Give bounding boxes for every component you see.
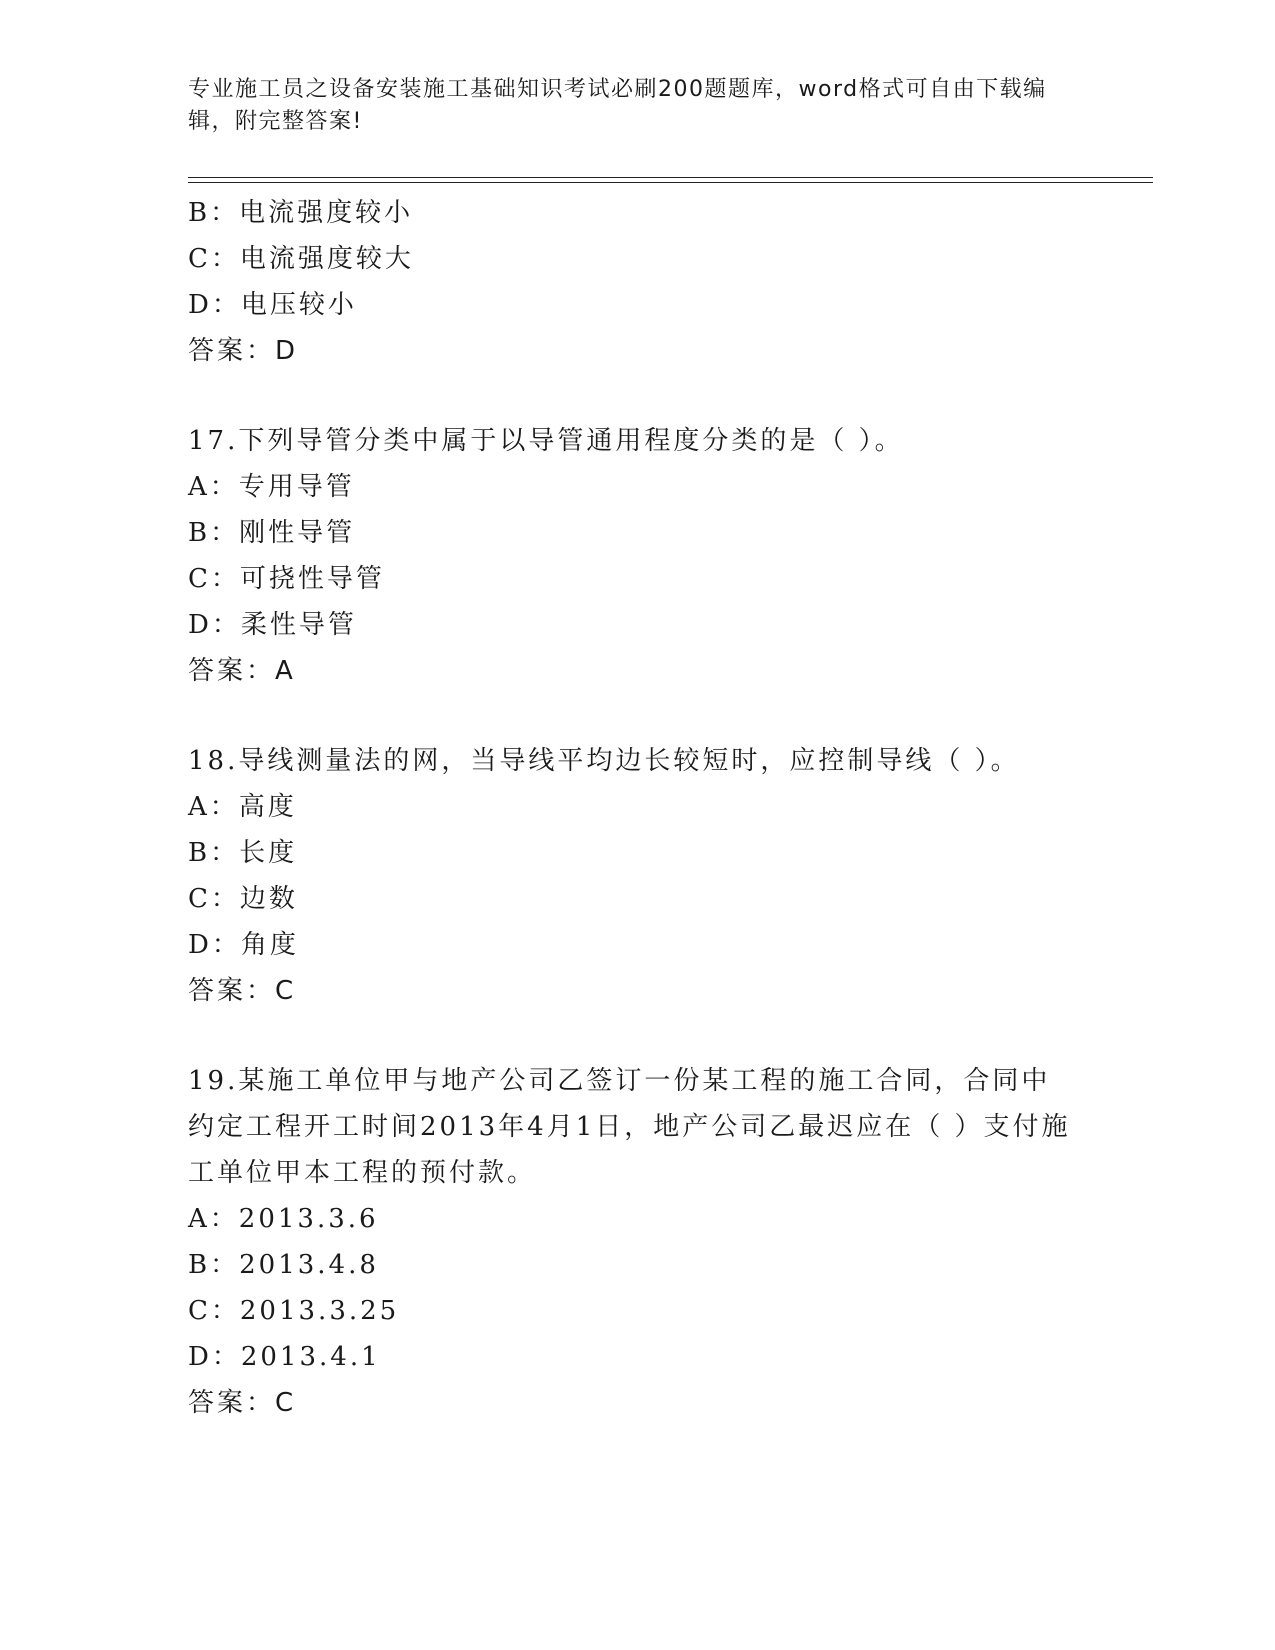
question-stem: 19.某施工单位甲与地产公司乙签订一份某工程的施工合同，合同中约定工程开工时间2013年4月1日，地产公司乙最迟应在（ ）支付施工单位甲本工程的预付款。 [188,1066,1071,1188]
answer-line: 答案：A [188,656,296,686]
option-b: B：长度 [188,838,298,868]
question-18 [188,738,1088,1014]
answer-line: 答案：C [188,1388,297,1418]
option-a: A：高度 [188,792,297,822]
option-d: D：角度 [188,930,299,960]
document-body [188,190,1088,1426]
page-header: 专业施工员之设备安装施工基础知识考试必刷200题题库，word格式可自由下载编辑，附完整答案! [188,77,1047,134]
header-divider-bottom [188,182,1153,183]
option-b: B：电流强度较小 [188,198,414,228]
option-c: C：边数 [188,884,298,914]
previous-question-tail [188,190,1088,374]
option-b: B：2013.4.8 [188,1250,379,1280]
option-a: A：专用导管 [188,472,355,502]
option-b: B：刚性导管 [188,518,356,548]
option-c: C：2013.3.25 [188,1296,400,1326]
question-stem: 17.下列导管分类中属于以导管通用程度分类的是（ ）。 [188,426,904,456]
option-c: C：可挠性导管 [188,564,385,594]
option-d: D：2013.4.1 [188,1342,381,1372]
question-19 [188,1058,1088,1426]
question-stem: 18.导线测量法的网，当导线平均边长较短时，应控制导线（ ）。 [188,746,1020,776]
option-d: D：柔性导管 [188,610,357,640]
option-c: C：电流强度较大 [188,244,414,274]
header-divider-top [188,177,1153,178]
answer-line: 答案：D [188,336,299,366]
answer-line: 答案：C [188,976,297,1006]
option-d: D：电压较小 [188,290,357,320]
option-a: A：2013.3.6 [188,1204,379,1234]
question-17 [188,418,1088,694]
